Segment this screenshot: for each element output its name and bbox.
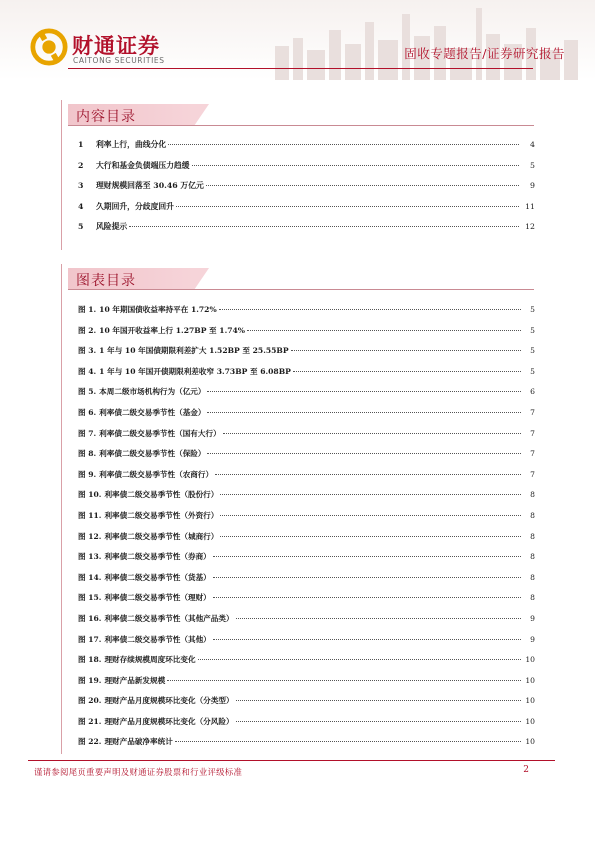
figure-title: 理财产品新发规模 — [104, 675, 166, 685]
figures-section-header — [68, 268, 534, 290]
toc-entry-number: 5 — [78, 222, 84, 231]
figure-entry[interactable] — [78, 366, 535, 387]
figure-leader-dots — [175, 741, 521, 742]
figure-label: 图 14. — [78, 572, 102, 582]
figure-page: 10 — [525, 696, 535, 706]
figure-page: 8 — [530, 593, 535, 603]
figure-leader-dots — [236, 700, 521, 701]
page-number: 2 — [523, 765, 529, 775]
toc-entry-text: 利率上行，曲线分化 — [96, 140, 167, 149]
figure-label: 图 8. — [78, 449, 97, 459]
figure-entry[interactable] — [78, 407, 535, 428]
figures-side-rule — [61, 264, 62, 754]
figure-leader-dots — [247, 330, 521, 331]
figure-leader-dots — [213, 639, 521, 640]
figure-label: 图 3. — [78, 346, 97, 356]
figure-title: 10 年期国债收益率持平在 1.72% — [99, 305, 217, 314]
figure-leader-dots — [213, 597, 521, 598]
figure-label: 图 6. — [78, 407, 97, 417]
figure-leader-dots — [219, 309, 521, 310]
figure-entry[interactable] — [78, 654, 535, 675]
figure-leader-dots — [215, 474, 521, 475]
figure-title: 利率债二级交易季节性（券商） — [104, 552, 211, 562]
figure-title: 本周二级市场机构行为（亿元） — [99, 387, 206, 397]
figure-title: 10 年国开收益率上行 1.27BP 至 1.74% — [99, 325, 245, 335]
figure-label: 图 17. — [78, 634, 102, 644]
figure-page: 5 — [530, 366, 535, 376]
figure-page: 10 — [525, 716, 535, 726]
figure-title: 利率债二级交易季节性（货基） — [104, 572, 211, 582]
figure-title: 理财产品破净率统计 — [104, 737, 173, 747]
figure-leader-dots — [207, 391, 521, 392]
figure-entry[interactable] — [78, 634, 535, 655]
figure-title: 利率债二级交易季节性（国有大行） — [99, 428, 221, 438]
toc-entry-page: 4 — [530, 140, 535, 149]
figure-entry[interactable] — [78, 345, 535, 366]
figure-label: 图 16. — [78, 613, 102, 623]
figure-page: 10 — [525, 675, 535, 685]
figure-leader-dots — [220, 515, 521, 516]
figure-title: 理财存续规模周度环比变化 — [104, 655, 196, 665]
figure-entry[interactable] — [78, 448, 535, 469]
figure-leader-dots — [223, 433, 521, 434]
contents-side-rule — [61, 100, 62, 250]
figure-label: 图 9. — [78, 469, 97, 479]
toc-entry-page: 5 — [530, 160, 535, 170]
figure-page: 8 — [530, 572, 535, 582]
figure-page: 6 — [530, 387, 535, 397]
brand-name: 财通证券 — [72, 34, 160, 58]
figure-page: 7 — [530, 407, 535, 417]
figure-leader-dots — [220, 536, 521, 537]
toc-entry-number: 3 — [78, 181, 84, 190]
figure-entry[interactable] — [78, 469, 535, 490]
figure-title: 1 年与 10 年国债期限利差扩大 1.52BP 至 25.55BP — [99, 346, 289, 356]
figure-title: 利率债二级交易季节性（外资行） — [104, 510, 219, 520]
toc-leader-dots — [168, 144, 519, 145]
toc-entry-text: 大行和基金负债端压力趋缓 — [96, 160, 190, 170]
toc-entry[interactable] — [78, 180, 535, 201]
figure-page: 9 — [530, 634, 535, 644]
toc-entry-number: 1 — [78, 140, 84, 149]
figure-title: 理财产品月度规模环比变化（分类型） — [104, 696, 234, 706]
figures-title-underline — [68, 289, 534, 290]
caitong-emblem-icon — [30, 28, 68, 66]
figure-entry[interactable] — [78, 325, 535, 346]
toc-leader-dots — [192, 165, 519, 166]
figure-label: 图 12. — [78, 531, 102, 541]
toc-entry-number: 2 — [78, 160, 84, 170]
toc-entry[interactable] — [78, 160, 535, 181]
figure-entry[interactable] — [78, 695, 535, 716]
toc-entry[interactable] — [78, 221, 535, 242]
figure-leader-dots — [293, 371, 521, 372]
toc-leader-dots — [206, 185, 519, 186]
figure-title: 利率债二级交易季节性（其他） — [104, 634, 211, 644]
figure-leader-dots — [220, 494, 521, 495]
figure-title: 利率债二级交易季节性（理财） — [104, 593, 211, 603]
figure-page: 7 — [530, 449, 535, 459]
figure-entry[interactable] — [78, 386, 535, 407]
figure-title: 理财产品月度规模环比变化（分风险） — [104, 716, 234, 726]
footer-disclaimer: 谨请参阅尾页重要声明及财通证券股票和行业评级标准 — [34, 767, 243, 777]
toc-entry-page: 12 — [525, 222, 535, 231]
figure-label: 图 1. — [78, 305, 97, 314]
figure-leader-dots — [198, 659, 521, 660]
figure-page: 8 — [530, 531, 535, 541]
figure-leader-dots — [236, 721, 521, 722]
figure-label: 图 19. — [78, 675, 102, 685]
figure-title: 利率债二级交易季节性（股份行） — [104, 490, 219, 500]
toc-entry-number: 4 — [78, 201, 84, 211]
figure-page: 8 — [530, 490, 535, 500]
report-type-title: 固收专题报告/证券研究报告 — [404, 46, 565, 61]
brand-subtitle: CAITONG SECURITIES — [73, 56, 165, 65]
contents-list — [78, 139, 535, 242]
figure-leader-dots — [291, 350, 521, 351]
figure-label: 图 15. — [78, 593, 102, 603]
figure-entry[interactable] — [78, 551, 535, 572]
figure-label: 图 7. — [78, 428, 97, 438]
figure-page: 10 — [525, 655, 535, 665]
figure-title: 利率债二级交易季节性（农商行） — [99, 469, 214, 479]
contents-title-bar — [68, 104, 194, 126]
figure-label: 图 21. — [78, 716, 102, 726]
contents-title-underline — [68, 125, 534, 126]
figure-title: 1 年与 10 年国开债期限利差收窄 3.73BP 至 6.08BP — [99, 366, 291, 376]
figure-page: 7 — [530, 428, 535, 438]
figure-leader-dots — [207, 412, 521, 413]
company-logo — [30, 28, 180, 68]
figure-label: 图 13. — [78, 552, 102, 562]
figure-entry[interactable] — [78, 716, 535, 737]
figure-label: 图 4. — [78, 366, 97, 376]
figure-leader-dots — [213, 577, 521, 578]
figure-page: 10 — [525, 737, 535, 747]
figure-title: 利率债二级交易季节性（基金） — [99, 407, 206, 417]
toc-leader-dots — [176, 206, 519, 207]
figure-entry[interactable] — [78, 489, 535, 510]
figure-page: 7 — [530, 469, 535, 479]
figure-label: 图 5. — [78, 387, 97, 397]
figures-list — [78, 304, 535, 757]
figure-leader-dots — [207, 453, 521, 454]
figure-label: 图 2. — [78, 325, 97, 335]
figure-title: 利率债二级交易季节性（其他产品类） — [104, 613, 234, 623]
toc-entry-text: 久期回升，分歧度回升 — [96, 201, 174, 211]
figure-page: 8 — [530, 510, 535, 520]
figure-page: 9 — [530, 613, 535, 623]
figure-label: 图 10. — [78, 490, 102, 500]
toc-entry-page: 9 — [530, 181, 535, 190]
contents-title: 内容目录 — [76, 109, 136, 125]
figure-leader-dots — [167, 680, 521, 681]
figure-leader-dots — [213, 556, 521, 557]
toc-entry-text: 风险提示 — [96, 222, 128, 231]
figure-entry[interactable] — [78, 428, 535, 449]
header-divider — [68, 68, 533, 69]
figure-entry[interactable] — [78, 572, 535, 593]
toc-entry[interactable] — [78, 139, 535, 160]
figure-label: 图 20. — [78, 696, 102, 706]
figure-entry[interactable] — [78, 613, 535, 634]
toc-leader-dots — [129, 226, 519, 227]
figure-page: 8 — [530, 552, 535, 562]
figure-entry[interactable] — [78, 736, 535, 757]
figure-label: 图 11. — [78, 510, 102, 520]
figure-leader-dots — [236, 618, 521, 619]
figures-title: 图表目录 — [76, 273, 136, 289]
figure-page: 5 — [530, 346, 535, 356]
toc-entry-page: 11 — [525, 201, 535, 211]
figure-entry[interactable] — [78, 531, 535, 552]
figure-label: 图 22. — [78, 737, 102, 747]
figure-page: 5 — [530, 305, 535, 314]
footer-divider — [28, 760, 555, 761]
figure-entry[interactable] — [78, 675, 535, 696]
figure-entry[interactable] — [78, 510, 535, 531]
figure-title: 利率债二级交易季节性（保险） — [99, 449, 206, 459]
figure-page: 5 — [530, 325, 535, 335]
figure-label: 图 18. — [78, 655, 102, 665]
contents-section-header — [68, 104, 534, 126]
toc-entry[interactable] — [78, 201, 535, 222]
figure-entry[interactable] — [78, 592, 535, 613]
figure-title: 利率债二级交易季节性（城商行） — [104, 531, 219, 541]
figures-title-bar — [68, 268, 194, 290]
toc-entry-text: 理财规模回落至 30.46 万亿元 — [96, 181, 204, 190]
figure-entry[interactable] — [78, 304, 535, 325]
